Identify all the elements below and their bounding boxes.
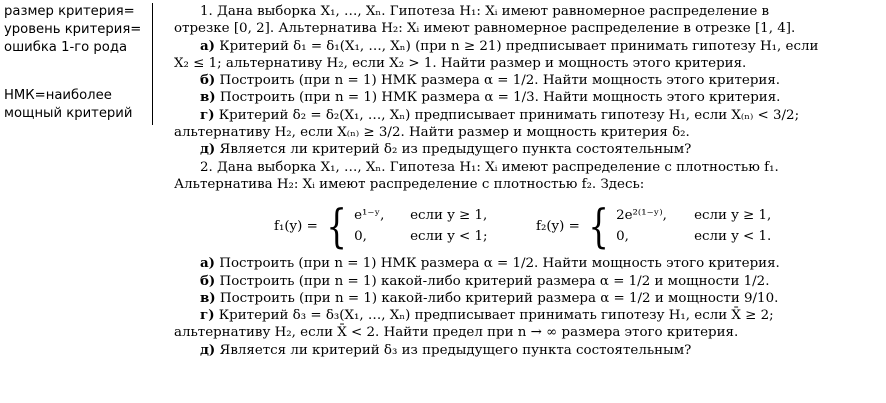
left-brace: { <box>588 199 609 254</box>
case-value: 0, <box>616 229 629 245</box>
item-label: г) <box>200 307 215 324</box>
item-label: г) <box>200 106 215 123</box>
case-condition: если y < 1. <box>694 229 772 245</box>
problem-text <box>174 3 880 359</box>
item-text: Построить (при n = 1) НМК размера α = 1/2. Найти мощность этого критерия. <box>215 256 780 272</box>
density-formulas <box>174 199 880 253</box>
item-text: Построить (при n = 1) НМК размера α = 1/3. Найти мощность этого критерия. <box>215 90 781 106</box>
problem2-item-g <box>174 307 880 324</box>
formula-lhs: f₂(y) = <box>536 218 580 234</box>
note-line: НМК=наиболее <box>4 88 112 103</box>
margin-notes <box>4 3 148 123</box>
item-text: Критерий δ₁ = δ₁(X₁, …, Xₙ) (при n ≥ 21) предписывает принимать гипотезу H₁, если <box>215 38 819 54</box>
problem2-statement-line: 2. Дана выборка X₁, …, Xₙ. Гипотеза H₁: Xᵢ имеют распределение с плотностью f₁. <box>200 159 779 175</box>
problem2-item-b <box>174 273 880 290</box>
problem2-item-v <box>174 290 880 307</box>
item-label: б) <box>200 72 216 89</box>
item-text: Критерий δ₃ = δ₃(X₁, …, Xₙ) предписывает принимать гипотезу H₁, если X̄ ≥ 2; <box>214 308 774 324</box>
note-line: уровень критерия= <box>4 22 142 37</box>
note-line: ошибка 1-го рода <box>4 40 128 55</box>
note-line: мощный критерий <box>4 106 133 121</box>
case-condition: если y < 1; <box>410 229 488 245</box>
note-line: размер критерия= <box>4 4 135 19</box>
item-label: в) <box>200 289 216 306</box>
problem1-item-v <box>174 89 880 106</box>
item-label: а) <box>200 255 216 272</box>
item-label: а) <box>200 37 216 54</box>
item-label: д) <box>200 141 216 158</box>
problem1-item-a-cont: X₂ ≤ 1; альтернативу H₂, если X₂ > 1. Найти размер и мощность этого критерия. <box>174 55 747 71</box>
problem1-item-g <box>174 107 880 124</box>
problem1-statement-line: 1. Дана выборка X₁, …, Xₙ. Гипотеза H₁: Xᵢ имеют равномерное распределение в <box>200 4 770 19</box>
item-text: Построить (при n = 1) какой-либо критерий размера α = 1/2 и мощности 1/2. <box>215 273 770 289</box>
left-brace: { <box>326 199 347 254</box>
case-value: 2e²⁽¹⁻ʸ⁾, <box>616 207 667 223</box>
formula-cases <box>354 207 487 246</box>
problem1-item-b <box>174 72 880 89</box>
item-text: Является ли критерий δ₂ из предыдущего пункта состоятельным? <box>215 142 692 158</box>
item-label: б) <box>200 272 216 289</box>
case-value: 0, <box>354 229 367 245</box>
formula-cases <box>616 207 771 246</box>
problem2-statement-line: Альтернатива H₂: Xᵢ имеют распределение с плотностью f₂. Здесь: <box>174 176 645 192</box>
item-label: д) <box>200 341 216 358</box>
problem1-item-a <box>174 38 880 55</box>
problem1-item-g-cont: альтернативу H₂, если X₍ₙ₎ ≥ 3/2. Найти размер и мощность критерия δ₂. <box>174 125 690 141</box>
item-text: Построить (при n = 1) НМК размера α = 1/2. Найти мощность этого критерия. <box>215 73 781 89</box>
formula-lhs: f₁(y) = <box>274 218 318 234</box>
problem2-item-a <box>174 255 880 272</box>
problem1-statement-line: отрезке [0, 2]. Альтернатива H₂: Xᵢ имеют равномерное распределение в отрезке [1, 4]. <box>174 21 796 37</box>
margin-divider <box>152 3 153 125</box>
case-condition: если y ≥ 1, <box>694 207 772 223</box>
case-condition: если y ≥ 1, <box>410 207 488 223</box>
problem2-item-d <box>174 342 880 359</box>
density-f1 <box>274 199 488 253</box>
item-text: Является ли критерий δ₃ из предыдущего пункта состоятельным? <box>215 342 692 358</box>
item-text: Построить (при n = 1) какой-либо критерий размера α = 1/2 и мощности 9/10. <box>215 290 779 306</box>
item-label: в) <box>200 89 216 106</box>
problem2-item-g-cont: альтернативу H₂, если X̄ < 2. Найти предел при n → ∞ размера этого критерия. <box>174 325 739 341</box>
item-text: Критерий δ₂ = δ₂(X₁, …, Xₙ) предписывает принимать гипотезу H₁, если X₍ₙ₎ < 3/2; <box>214 107 800 123</box>
density-f2 <box>536 199 771 253</box>
problem1-item-d <box>174 141 880 158</box>
case-value: e¹⁻ʸ, <box>354 207 385 223</box>
